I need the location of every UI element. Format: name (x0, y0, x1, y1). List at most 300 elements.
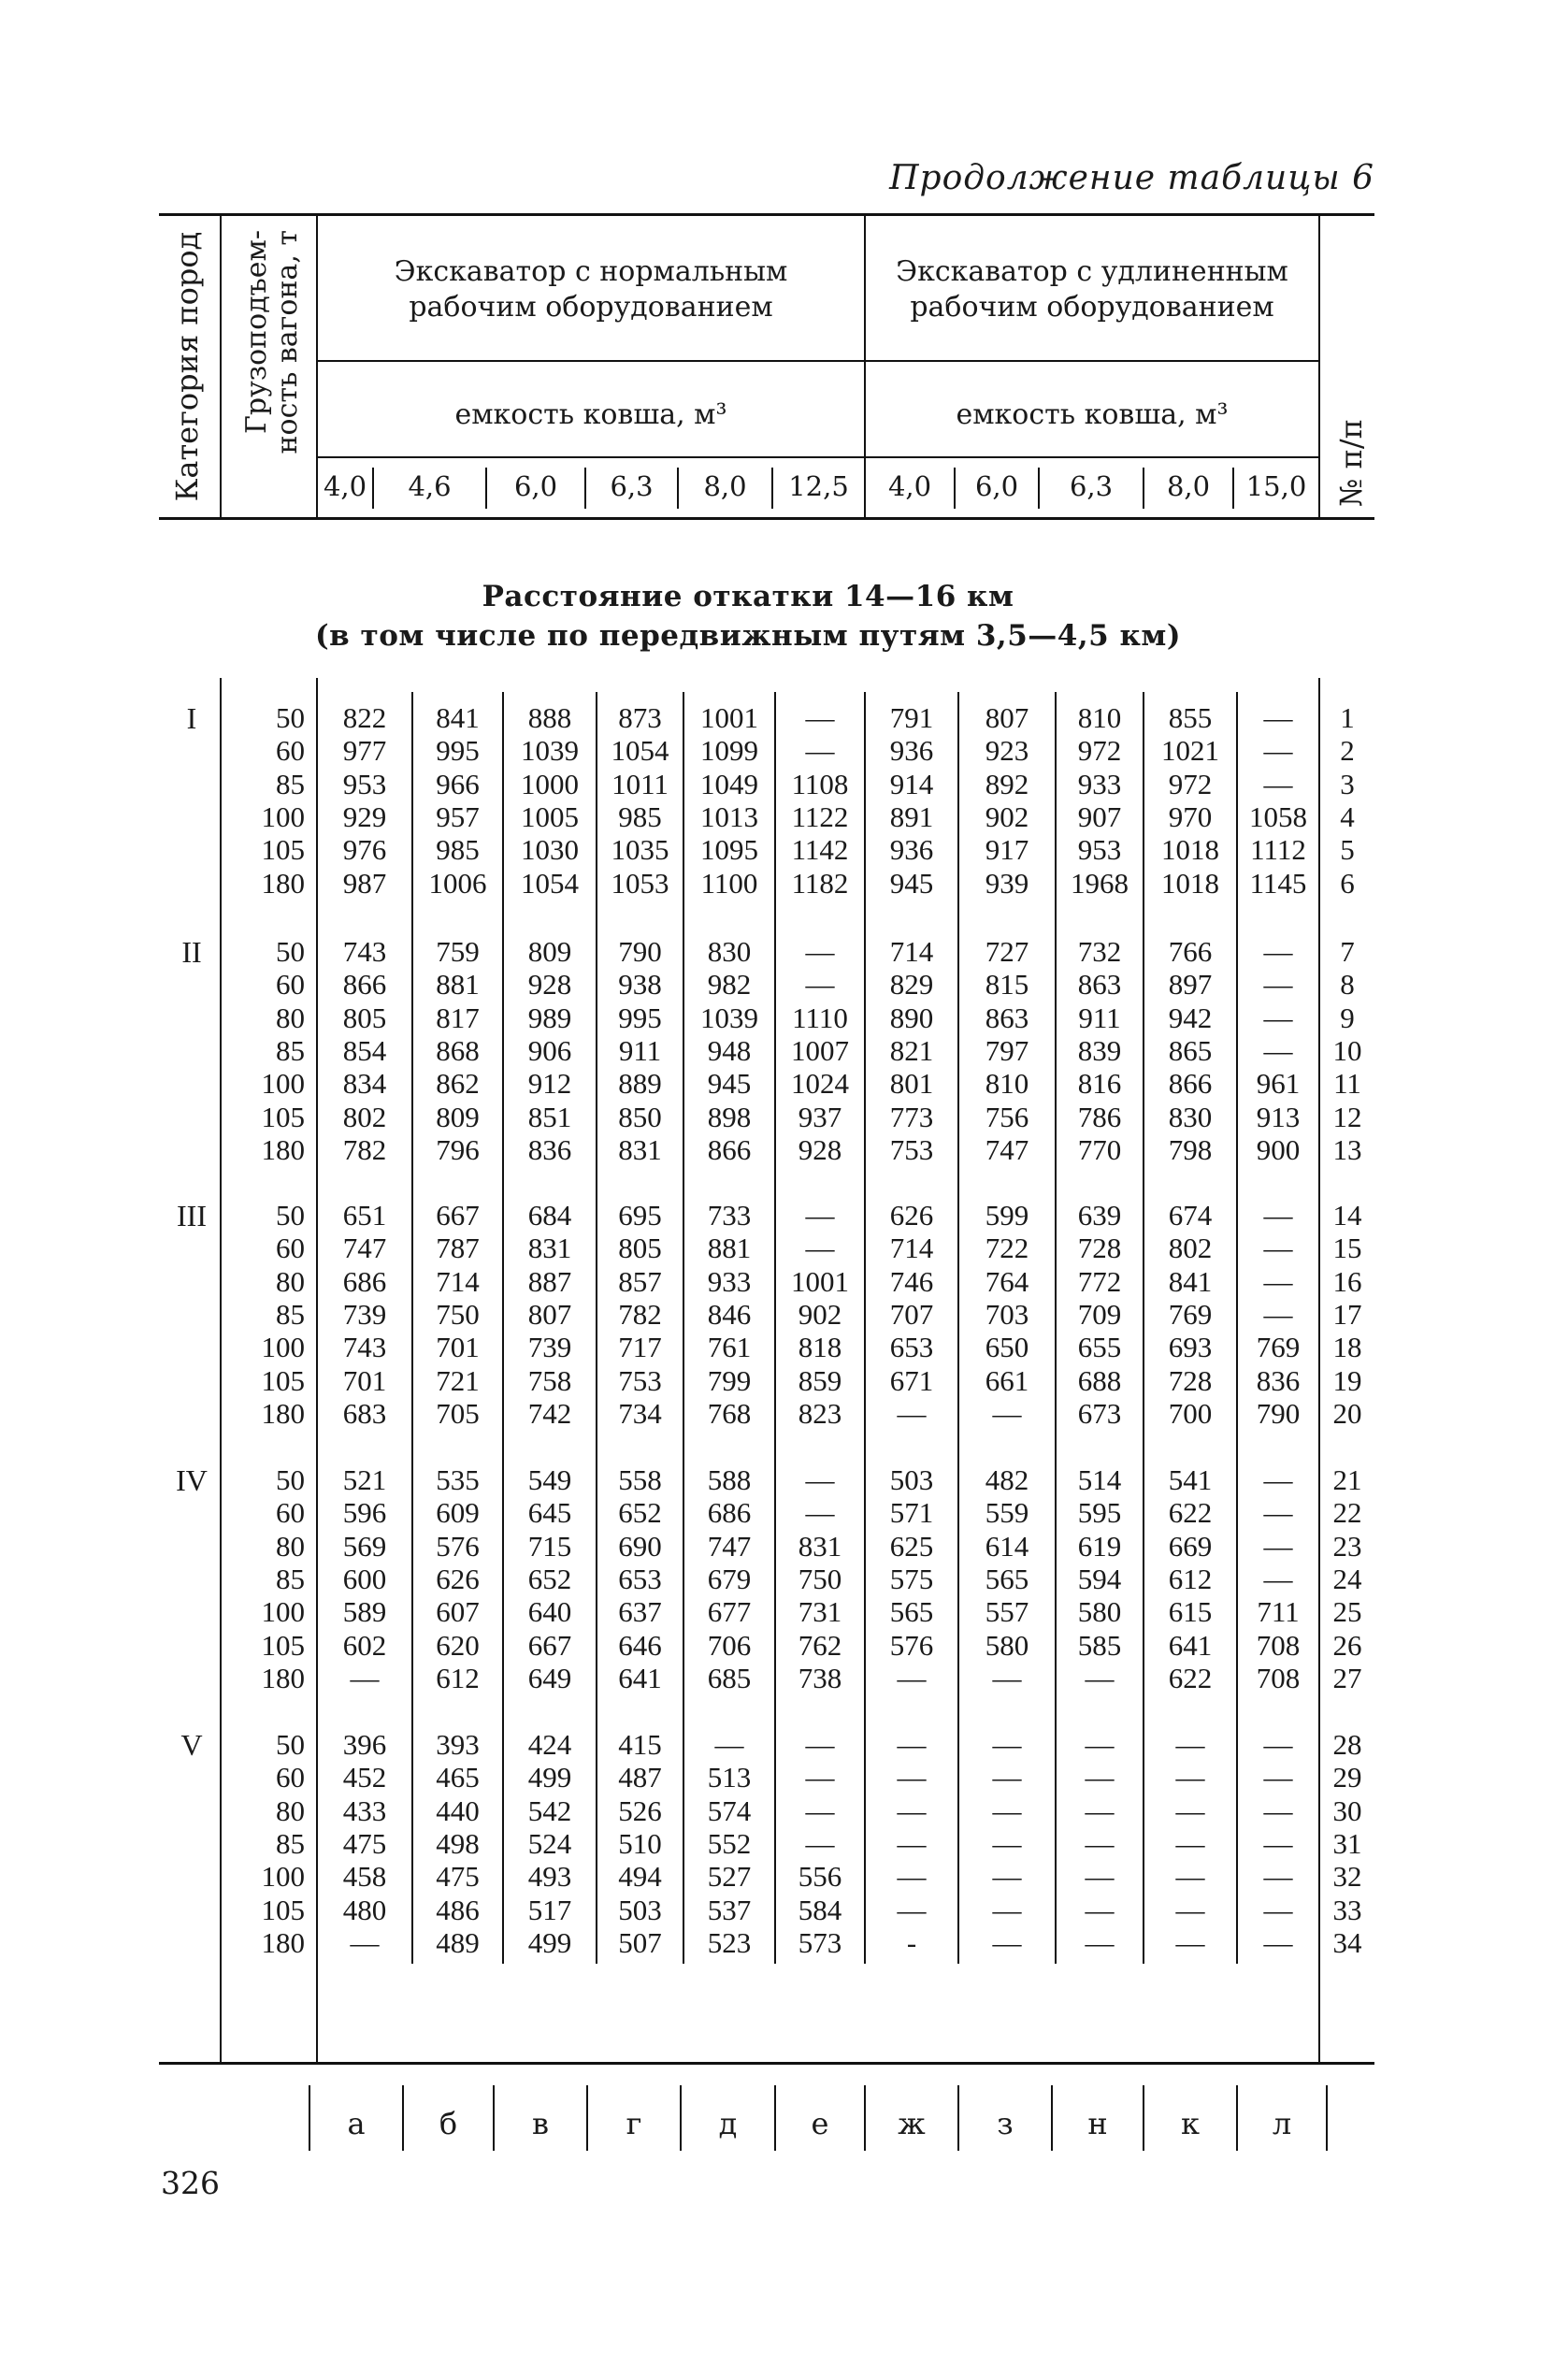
value-cell: 649 (527, 1661, 572, 1694)
value-cell: 595 (1077, 1496, 1122, 1530)
value-cell: 829 (889, 968, 934, 1001)
value-cell: 897 (1168, 968, 1213, 1001)
wagon-capacity-cell: 50 (276, 1463, 305, 1496)
wagon-capacity-cell: 50 (276, 935, 305, 968)
wagon-capacity-cell: 105 (261, 1100, 305, 1133)
value-cell: 1000 (521, 767, 579, 800)
value-cell: — (805, 1826, 835, 1860)
value-cell: 721 (436, 1363, 480, 1397)
value-cell: — (1263, 1728, 1293, 1761)
column-letter: ж (898, 2106, 926, 2141)
value-cell: 625 (889, 1529, 934, 1563)
value-cell: 733 (707, 1199, 752, 1232)
value-cell: 503 (618, 1893, 662, 1926)
value-cell: 600 (342, 1562, 387, 1595)
value-cell: 821 (889, 1033, 934, 1067)
wagon-capacity-cell: 60 (276, 734, 305, 768)
value-cell: 645 (527, 1496, 572, 1530)
row-number-cell: 10 (1332, 1033, 1362, 1067)
value-cell: 1053 (611, 866, 669, 900)
value-cell: 936 (889, 833, 934, 867)
wagon-capacity-cell: 80 (276, 1529, 305, 1563)
value-cell: - (906, 1925, 917, 1959)
row-number-cell: 11 (1333, 1067, 1361, 1101)
value-cell: 1110 (792, 1001, 848, 1034)
value-cell: — (1085, 1794, 1115, 1827)
value-cell: 571 (889, 1496, 934, 1530)
value-cell: 977 (342, 734, 387, 768)
value-cell: 790 (1256, 1396, 1301, 1430)
value-cell: 728 (1168, 1363, 1213, 1397)
value-cell: 936 (889, 734, 934, 768)
value-cell: 655 (1077, 1331, 1122, 1364)
wagon-capacity-cell: 60 (276, 968, 305, 1001)
value-cell: 524 (527, 1826, 572, 1860)
value-cell: 653 (889, 1331, 934, 1364)
value-cell: 650 (985, 1331, 1029, 1364)
value-cell: 866 (1168, 1067, 1213, 1101)
value-cell: — (992, 1925, 1022, 1959)
value-cell: 738 (798, 1661, 842, 1694)
value-cell: 982 (707, 968, 752, 1001)
bucket-capacity-cell: 4,6 (408, 470, 452, 502)
value-cell: — (1263, 1264, 1293, 1298)
value-cell: 902 (985, 800, 1029, 833)
row-number-cell: 34 (1332, 1925, 1362, 1959)
wagon-capacity-cell: 100 (261, 1595, 305, 1629)
value-cell: 953 (342, 767, 387, 800)
wagon-capacity-cell: 100 (261, 1331, 305, 1364)
row-number-cell: 24 (1332, 1562, 1362, 1595)
value-cell: 599 (985, 1199, 1029, 1232)
value-cell: 622 (1168, 1496, 1213, 1530)
value-cell: 732 (1077, 935, 1122, 968)
value-cell: — (992, 1826, 1022, 1860)
value-cell: 938 (618, 968, 662, 1001)
value-cell: 707 (889, 1297, 934, 1331)
value-cell: 985 (618, 800, 662, 833)
value-cell: 855 (1168, 701, 1213, 734)
value-cell: 888 (527, 701, 572, 734)
value-cell: 1112 (1250, 833, 1306, 867)
row-number-cell: 16 (1332, 1264, 1362, 1298)
value-cell: 786 (1077, 1100, 1122, 1133)
value-cell: 933 (1077, 767, 1122, 800)
wagon-capacity-cell: 50 (276, 1199, 305, 1232)
row-number-cell: 6 (1340, 866, 1355, 900)
value-cell: 782 (618, 1297, 662, 1331)
section-title: Расстояние откатки 14—16 км (в том числе по передвижным путям 3,5—4,5 км) (315, 580, 1181, 653)
value-cell: 945 (707, 1067, 752, 1101)
value-cell: 580 (1077, 1595, 1122, 1629)
value-cell: 615 (1168, 1595, 1213, 1629)
value-cell: — (897, 1728, 927, 1761)
value-cell: 972 (1168, 767, 1213, 800)
value-cell: 933 (707, 1264, 752, 1298)
value-cell: — (992, 1860, 1022, 1894)
value-cell: — (1175, 1826, 1205, 1860)
value-cell: 823 (798, 1396, 842, 1430)
value-cell: 646 (618, 1628, 662, 1662)
value-cell: 714 (436, 1264, 480, 1298)
value-cell: 701 (342, 1363, 387, 1397)
value-cell: 762 (798, 1628, 842, 1662)
value-cell: 584 (798, 1893, 842, 1926)
value-cell: 514 (1077, 1463, 1122, 1496)
value-cell: 970 (1168, 800, 1213, 833)
value-cell: — (992, 1661, 1022, 1694)
header-bucket-label-long: емкость ковша, м³ (956, 398, 1229, 431)
value-cell: 535 (436, 1463, 480, 1496)
value-cell: 1049 (700, 767, 758, 800)
value-cell: — (1085, 1893, 1115, 1926)
value-cell: 521 (342, 1463, 387, 1496)
value-cell: — (1263, 935, 1293, 968)
value-cell: 458 (342, 1860, 387, 1894)
value-cell: 917 (985, 833, 1029, 867)
value-cell: 787 (436, 1232, 480, 1265)
value-cell: — (350, 1925, 380, 1959)
value-cell: 701 (436, 1331, 480, 1364)
row-number-cell: 5 (1340, 833, 1355, 867)
value-cell: — (1263, 1199, 1293, 1232)
value-cell: 684 (527, 1199, 572, 1232)
category-label: IV (176, 1463, 208, 1497)
wagon-capacity-cell: 100 (261, 800, 305, 833)
value-cell: — (1263, 1529, 1293, 1563)
value-cell: 1122 (791, 800, 849, 833)
value-cell: 594 (1077, 1562, 1122, 1595)
value-cell: 742 (527, 1396, 572, 1430)
value-cell: 798 (1168, 1132, 1213, 1166)
value-cell: 854 (342, 1033, 387, 1067)
value-cell: 957 (436, 800, 480, 833)
bucket-capacity-cell: 4,0 (887, 470, 932, 502)
value-cell: — (1085, 1761, 1115, 1794)
value-cell: 816 (1077, 1067, 1122, 1101)
value-cell: 569 (342, 1529, 387, 1563)
value-cell: 651 (342, 1199, 387, 1232)
header-capacity-line2: ность вагона, т (271, 230, 304, 454)
value-cell: 489 (436, 1925, 480, 1959)
wagon-capacity-cell: 85 (276, 1826, 305, 1860)
wagon-capacity-cell: 100 (261, 1860, 305, 1894)
header-group-long: Экскаватор с удлиненным рабочим оборудованием (896, 255, 1288, 324)
wagon-capacity-cell: 85 (276, 767, 305, 800)
table-continuation-caption: Продолжение таблицы 6 (889, 159, 1374, 197)
value-cell: 1013 (700, 800, 758, 833)
value-cell: 773 (889, 1100, 934, 1133)
row-number-cell: 33 (1332, 1893, 1362, 1926)
value-cell: 747 (985, 1132, 1029, 1166)
value-cell: 1095 (700, 833, 758, 867)
wagon-capacity-cell: 100 (261, 1067, 305, 1101)
value-cell: 700 (1168, 1396, 1213, 1430)
value-cell: 498 (436, 1826, 480, 1860)
value-cell: 1030 (521, 833, 579, 867)
value-cell: 865 (1168, 1033, 1213, 1067)
value-cell: 1021 (1161, 734, 1219, 768)
value-cell: — (1263, 1232, 1293, 1265)
value-cell: 911 (1078, 1001, 1121, 1034)
value-cell: 1054 (611, 734, 669, 768)
value-cell: 892 (985, 767, 1029, 800)
value-cell: 510 (618, 1826, 662, 1860)
value-cell: 669 (1168, 1529, 1213, 1563)
value-cell: — (1175, 1761, 1205, 1794)
value-cell: 887 (527, 1264, 572, 1298)
value-cell: 1005 (521, 800, 579, 833)
value-cell: 989 (527, 1001, 572, 1034)
value-cell: — (1263, 968, 1293, 1001)
bucket-capacity-cell: 8,0 (703, 470, 747, 502)
value-cell: 1001 (791, 1264, 849, 1298)
value-cell: 831 (618, 1132, 662, 1166)
column-letter: е (811, 2106, 829, 2141)
value-cell: 507 (618, 1925, 662, 1959)
value-cell: 805 (618, 1232, 662, 1265)
value-cell: 966 (436, 767, 480, 800)
value-cell: 487 (618, 1761, 662, 1794)
value-cell: 890 (889, 1001, 934, 1034)
value-cell: 686 (707, 1496, 752, 1530)
wagon-capacity-cell: 105 (261, 1363, 305, 1397)
row-number-cell: 26 (1332, 1628, 1362, 1662)
value-cell: 929 (342, 800, 387, 833)
value-cell: — (1085, 1661, 1115, 1694)
value-cell: 690 (618, 1529, 662, 1563)
value-cell: 768 (707, 1396, 752, 1430)
value-cell: 612 (436, 1661, 480, 1694)
row-number-cell: 3 (1340, 767, 1355, 800)
row-number-cell: 29 (1332, 1761, 1362, 1794)
value-cell: 711 (1257, 1595, 1300, 1629)
value-cell: 863 (985, 1001, 1029, 1034)
value-cell: 953 (1077, 833, 1122, 867)
value-cell: 746 (889, 1264, 934, 1298)
value-cell: 677 (707, 1595, 752, 1629)
value-cell: 807 (527, 1297, 572, 1331)
wagon-capacity-cell: 85 (276, 1562, 305, 1595)
value-cell: 619 (1077, 1529, 1122, 1563)
row-number-cell: 22 (1332, 1496, 1362, 1530)
value-cell: — (1085, 1728, 1115, 1761)
wagon-capacity-cell: 50 (276, 1728, 305, 1761)
value-cell: 557 (985, 1595, 1029, 1629)
value-cell: 836 (527, 1132, 572, 1166)
value-cell: 809 (527, 935, 572, 968)
value-cell: — (805, 1761, 835, 1794)
value-cell: 750 (798, 1562, 842, 1595)
value-cell: 817 (436, 1001, 480, 1034)
value-cell: — (1085, 1826, 1115, 1860)
value-cell: — (992, 1728, 1022, 1761)
value-cell: 641 (1168, 1628, 1213, 1662)
value-cell: 475 (436, 1860, 480, 1894)
value-cell: — (1263, 1297, 1293, 1331)
value-cell: 831 (527, 1232, 572, 1265)
value-cell: 891 (889, 800, 934, 833)
row-number-cell: 2 (1340, 734, 1355, 768)
value-cell: 945 (889, 866, 934, 900)
row-number-cell: 1 (1340, 701, 1355, 734)
value-cell: 523 (707, 1925, 752, 1959)
header-capacity-line1: Грузоподъем- (240, 230, 273, 434)
value-cell: 503 (889, 1463, 934, 1496)
column-letter: н (1087, 2106, 1108, 2141)
value-cell: 759 (436, 935, 480, 968)
row-number-cell: 27 (1332, 1661, 1362, 1694)
value-cell: 573 (798, 1925, 842, 1959)
value-cell: 810 (1077, 701, 1122, 734)
category-label: V (180, 1728, 203, 1762)
wagon-capacity-cell: 85 (276, 1033, 305, 1067)
value-cell: 731 (798, 1595, 842, 1629)
value-cell: 667 (527, 1628, 572, 1662)
value-cell: 728 (1077, 1232, 1122, 1265)
value-cell: 802 (342, 1100, 387, 1133)
wagon-capacity-cell: 80 (276, 1264, 305, 1298)
value-cell: — (992, 1794, 1022, 1827)
value-cell: 889 (618, 1067, 662, 1101)
row-number-cell: 17 (1332, 1297, 1362, 1331)
value-cell: 596 (342, 1496, 387, 1530)
value-cell: 923 (985, 734, 1029, 768)
value-cell: — (1263, 1826, 1293, 1860)
value-cell: 393 (436, 1728, 480, 1761)
value-cell: 576 (436, 1529, 480, 1563)
value-cell: 805 (342, 1001, 387, 1034)
wagon-capacity-cell: 80 (276, 1794, 305, 1827)
value-cell: 747 (342, 1232, 387, 1265)
value-cell: — (1085, 1860, 1115, 1894)
column-letter: б (439, 2106, 458, 2141)
value-cell: 815 (985, 968, 1029, 1001)
value-cell: — (805, 1496, 835, 1530)
value-cell: — (992, 1761, 1022, 1794)
value-cell: — (1175, 1893, 1205, 1926)
value-cell: 415 (618, 1728, 662, 1761)
row-number-cell: 19 (1332, 1363, 1362, 1397)
value-cell: 912 (527, 1067, 572, 1101)
wagon-capacity-cell: 180 (261, 1132, 305, 1166)
bucket-capacity-cell: 8,0 (1166, 470, 1211, 502)
value-cell: 902 (798, 1297, 842, 1331)
bucket-capacity-cell: 12,5 (788, 470, 849, 502)
value-cell: 857 (618, 1264, 662, 1298)
value-cell: 937 (798, 1100, 842, 1133)
value-cell: 850 (618, 1100, 662, 1133)
value-cell: — (805, 1199, 835, 1232)
value-cell: 830 (1168, 1100, 1213, 1133)
value-cell: 607 (436, 1595, 480, 1629)
value-cell: 671 (889, 1363, 934, 1397)
value-cell: 985 (436, 833, 480, 867)
value-cell: 652 (618, 1496, 662, 1530)
value-cell: 708 (1256, 1661, 1301, 1694)
row-number-cell: 31 (1332, 1826, 1362, 1860)
row-number-cell: 20 (1332, 1396, 1362, 1430)
value-cell: 717 (618, 1331, 662, 1364)
value-cell: 486 (436, 1893, 480, 1926)
value-cell: 791 (889, 701, 934, 734)
value-cell: 705 (436, 1396, 480, 1430)
value-cell: — (897, 1893, 927, 1926)
value-cell: 961 (1256, 1067, 1301, 1101)
row-number-cell: 4 (1340, 800, 1355, 833)
wagon-capacity-cell: 50 (276, 701, 305, 734)
value-cell: 637 (618, 1595, 662, 1629)
value-cell: 1108 (791, 767, 849, 800)
wagon-capacity-cell: 105 (261, 1628, 305, 1662)
value-cell: — (1263, 701, 1293, 734)
value-cell: 761 (707, 1331, 752, 1364)
value-cell: 862 (436, 1067, 480, 1101)
value-cell: 868 (436, 1033, 480, 1067)
value-cell: 830 (707, 935, 752, 968)
value-cell: 747 (707, 1529, 752, 1563)
value-cell: 674 (1168, 1199, 1213, 1232)
value-cell: 683 (342, 1396, 387, 1430)
bucket-capacity-cell: 6,0 (974, 470, 1019, 502)
value-cell: 818 (798, 1331, 842, 1364)
value-cell: 679 (707, 1562, 752, 1595)
row-number-cell: 30 (1332, 1794, 1362, 1827)
value-cell: 585 (1077, 1628, 1122, 1662)
value-cell: 1039 (700, 1001, 758, 1034)
column-letter: з (997, 2106, 1014, 2141)
value-cell: — (1263, 734, 1293, 768)
value-cell: 559 (985, 1496, 1029, 1530)
value-cell: 866 (707, 1132, 752, 1166)
row-number-cell: 21 (1332, 1463, 1362, 1496)
value-cell: 639 (1077, 1199, 1122, 1232)
value-cell: 602 (342, 1628, 387, 1662)
value-cell: 612 (1168, 1562, 1213, 1595)
value-cell: 640 (527, 1595, 572, 1629)
bucket-capacity-cell: 15,0 (1245, 470, 1307, 502)
value-cell: 987 (342, 866, 387, 900)
value-cell: 769 (1168, 1297, 1213, 1331)
value-cell: 1099 (700, 734, 758, 768)
value-cell: — (1175, 1925, 1205, 1959)
value-cell: 807 (985, 701, 1029, 734)
value-cell: 703 (985, 1297, 1029, 1331)
row-number-cell: 14 (1332, 1199, 1362, 1232)
value-cell: 714 (889, 1232, 934, 1265)
value-cell: 942 (1168, 1001, 1213, 1034)
value-cell: 841 (436, 701, 480, 734)
value-cell: 769 (1256, 1331, 1301, 1364)
value-cell: — (805, 734, 835, 768)
value-cell: — (350, 1661, 380, 1694)
value-cell: — (1175, 1728, 1205, 1761)
value-cell: 589 (342, 1595, 387, 1629)
value-cell: 782 (342, 1132, 387, 1166)
value-cell: 715 (527, 1529, 572, 1563)
value-cell: 734 (618, 1396, 662, 1430)
value-cell: 452 (342, 1761, 387, 1794)
value-cell: — (805, 935, 835, 968)
value-cell: — (1263, 1860, 1293, 1894)
bucket-capacity-cell: 6,3 (610, 470, 654, 502)
value-cell: 565 (889, 1595, 934, 1629)
wagon-capacity-cell: 180 (261, 1661, 305, 1694)
row-number-cell: 32 (1332, 1860, 1362, 1894)
value-cell: 750 (436, 1297, 480, 1331)
value-cell: 939 (985, 866, 1029, 900)
value-cell: 396 (342, 1728, 387, 1761)
